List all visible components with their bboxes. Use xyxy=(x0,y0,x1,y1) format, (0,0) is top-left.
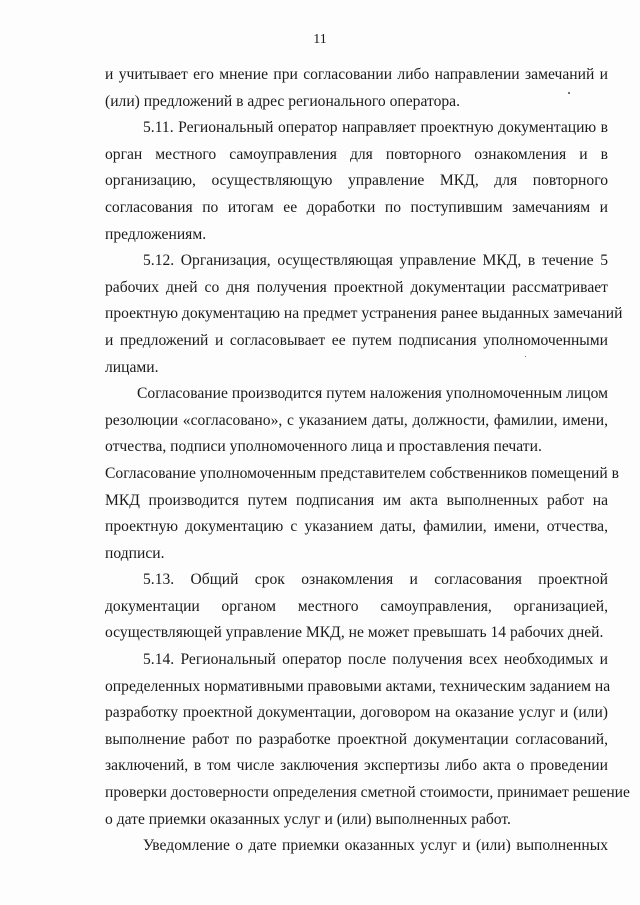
text-line: проверки достоверности определения сметной стоимости, принимает решение xyxy=(105,784,630,802)
scan-speck xyxy=(568,92,570,94)
text-line: 5.13. Общий срок ознакомления и согласования проектной xyxy=(143,571,608,589)
paragraph-p5-14 xyxy=(105,647,630,833)
text-line: (или) предложений в адрес регионального оператора. xyxy=(105,92,461,110)
text-line: проектную документацию с указанием даты, фамилии, имени, отчества, xyxy=(105,518,608,536)
text-line: документации органом местного самоуправления, организацией, xyxy=(105,597,608,615)
text-line: лицами. xyxy=(105,358,159,376)
text-line: выполнение работ по разработке проектной документации согласований, xyxy=(105,730,608,748)
text-line: Согласование уполномоченным представителем собственников помещений в xyxy=(105,464,619,482)
text-line: о дате приемки оказанных услуг и (или) выполненных работ. xyxy=(105,810,511,828)
scan-speck xyxy=(525,356,526,357)
text-line: орган местного самоуправления для повторного ознакомления и в xyxy=(105,145,608,163)
paragraph-p5-13 xyxy=(105,567,608,647)
text-line: заключений, в том числе заключения экспертизы либо акта о проведении xyxy=(105,757,608,775)
text-line: и предложений и согласовывает ее путем подписания уполномоченными xyxy=(105,331,608,349)
paragraph-p5-11 xyxy=(105,115,608,248)
paragraph-p-soglas2 xyxy=(105,461,619,567)
text-line: предложениям. xyxy=(105,225,207,243)
text-line: организацию, осуществляющую управление МКД, для повторного xyxy=(105,172,608,190)
text-line: подписи. xyxy=(105,544,165,562)
paragraph-cont xyxy=(105,62,608,115)
page-number: 11 xyxy=(313,32,327,47)
text-line: МКД производится путем подписания им акта выполненных работ на xyxy=(105,491,608,509)
text-line: разработку проектной документации, договором на оказание услуг и (или) xyxy=(105,704,608,722)
text-line: и учитывает его мнение при согласовании либо направлении замечаний и xyxy=(105,66,608,83)
text-line: проектную документацию на предмет устранения ранее выданных замечаний xyxy=(105,305,623,323)
paragraph-p-soglas1 xyxy=(105,381,608,461)
text-line: согласования по итогам ее доработки по поступившим замечаниям и xyxy=(105,198,608,216)
text-line: отчества, подписи уполномоченного лица и проставления печати. xyxy=(105,438,542,456)
text-line: рабочих дней со дня получения проектной документации рассматривает xyxy=(105,278,608,296)
paragraph-p5-12 xyxy=(105,248,623,381)
text-line: резолюции «согласовано», с указанием даты, должности, фамилии, имени, xyxy=(105,411,608,429)
document-body xyxy=(105,62,630,860)
paragraph-p-uved xyxy=(105,833,608,860)
text-line: 5.12. Организация, осуществляющая управление МКД, в течение 5 xyxy=(143,252,608,270)
text-line: 5.14. Региональный оператор после получения всех необходимых и xyxy=(143,651,608,669)
text-line: осуществляющей управление МКД, не может превышать 14 рабочих дней. xyxy=(105,624,604,642)
text-line: определенных нормативными правовыми актами, техническим заданием на xyxy=(105,677,611,695)
text-line: Согласование производится путем наложения уполномоченным лицом xyxy=(137,385,608,403)
text-line: Уведомление о дате приемки оказанных услуг и (или) выполненных xyxy=(143,837,608,855)
text-line: 5.11. Региональный оператор направляет проектную документацию в xyxy=(143,119,608,137)
